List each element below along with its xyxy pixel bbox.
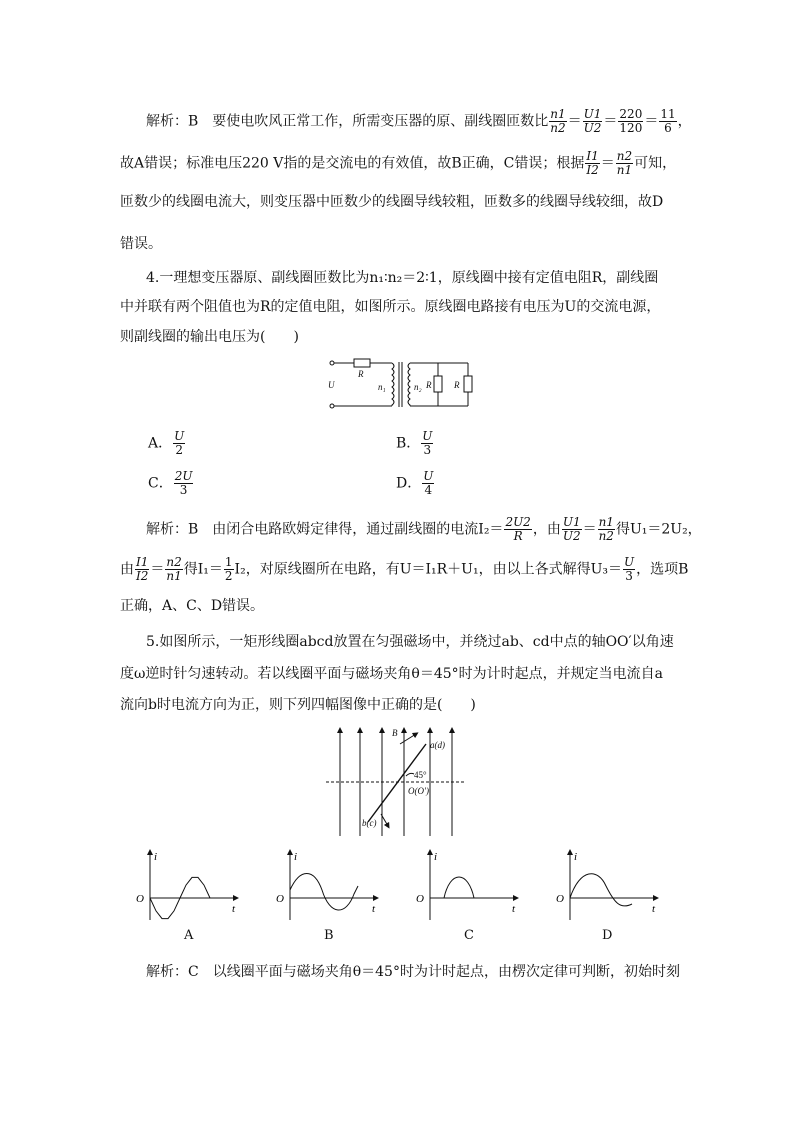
q4-line3: 则副线圈的输出电压为( ): [120, 329, 299, 345]
analysis3-line2: 故A错误；标准电压220 V指的是交流电的有效值，故B正确，C错误；根据 $\frac{I1}{I2}$ ＝ $\frac{n2}{n1}$ 可知，: [120, 149, 677, 177]
fraction: $\frac{n1}{n2}$: [550, 107, 566, 135]
q4-line2: 中并联有两个阻值也为R的定值电阻，如图所示。原线圈电路接有电压为U的交流电源，: [120, 299, 661, 315]
svg-text:t: t: [652, 903, 656, 915]
option-a[interactable]: A． $\frac{U}{2}$: [148, 429, 185, 457]
svg-text:O: O: [416, 893, 424, 905]
graph-c: [416, 850, 520, 922]
analysis4-line2: 由 $\frac{I1}{I2}$ ＝ $\frac{n2}{n1}$ 得I₁＝ $\frac{1}{2}$ I₂，对原线圈所在电路，有U＝I₁R＋U₁，由以上各式解得U₃＝ $\frac{U}{3}$ ，选项B: [120, 555, 689, 583]
point-a-label: a(d): [430, 740, 445, 750]
option-d[interactable]: D． $\frac{U}{4}$: [396, 469, 434, 497]
svg-text:i: i: [154, 851, 158, 863]
n2-label: n₂: [414, 382, 422, 392]
analysis5-line1: 解析：C 以线圈平面与磁场夹角θ＝45°时为计时起点，由楞次定律可判断，初始时刻: [146, 964, 680, 980]
graph-d: [556, 850, 660, 922]
svg-text:i: i: [294, 851, 298, 863]
axis-o-label: O(O′): [408, 786, 429, 796]
graph-b-label: B: [324, 928, 334, 943]
graph-c-label: C: [464, 928, 474, 943]
svg-text:t: t: [372, 903, 376, 915]
field-b-label: B: [392, 728, 398, 738]
graph-a: [136, 850, 240, 922]
resistor-label: R: [358, 369, 364, 379]
option-c[interactable]: C． $\frac{2U}{3}$: [148, 469, 193, 497]
analysis3-line3: 匝数少的线圈电流大，则变压器中匝数少的线圈导线较粗，匝数多的线圈导线较细，故D: [120, 194, 664, 210]
q5-line3: 流向b时电流方向为正，则下列四幅图像中正确的是( ): [120, 697, 476, 713]
q4-line1: 4.一理想变压器原、副线圈匝数比为n₁∶n₂＝2∶1，原线圈中接有定值电阻R，副线圈: [146, 270, 659, 286]
analysis4-line3: 正确，A、C、D错误。: [120, 598, 265, 614]
svg-text:t: t: [232, 903, 236, 915]
graph-a-label: A: [184, 928, 194, 943]
fraction: $\frac{U1}{U2}$: [583, 107, 602, 135]
graph-d-label: D: [602, 928, 613, 943]
fraction: $\frac{I1}{I2}$: [586, 149, 599, 177]
transformer-circuit-diagram: [328, 356, 488, 416]
point-b-label: b(c): [362, 818, 377, 828]
n1-label: n₁: [378, 382, 386, 392]
svg-text:O: O: [276, 893, 284, 905]
fraction: $\frac{11}{6}$: [660, 107, 676, 135]
svg-text:O: O: [556, 893, 564, 905]
analysis4-line1: 解析：B 由闭合电路欧姆定律得，通过副线圈的电流I₂＝ $\frac{2U2}{R}$ ，由 $\frac{U1}{U2}$ ＝ $\frac{n1}{n2}$ 得U₁＝2U₂，: [146, 515, 702, 543]
analysis3-line4: 错误。: [120, 236, 162, 252]
fraction: $\frac{n2}{n1}$: [616, 149, 633, 177]
svg-text:t: t: [512, 903, 516, 915]
q5-line2: 度ω逆时针匀速转动。若以线圈平面与磁场夹角θ＝45°时为计时起点，并规定当电流自a: [120, 666, 664, 682]
q5-line1: 5.如图所示，一矩形线圈abcd放置在匀强磁场中，并绕过ab、cd中点的轴OO′以角速: [146, 634, 674, 650]
magnetic-field-diagram: [326, 726, 466, 838]
svg-text:O: O: [136, 893, 144, 905]
analysis3-line1: 解析：B 要使电吹风正常工作，所需变压器的原、副线圈匝数比 $\frac{n1}{n2}$ ＝ $\frac{U1}{U2}$ ＝ $\frac{220}{120}$ ＝ $\frac{11}{6}$ ，: [146, 107, 692, 135]
voltage-label: U: [328, 380, 335, 390]
fraction: $\frac{220}{120}$: [619, 107, 643, 135]
angle-label: 45°: [414, 770, 427, 780]
svg-text:i: i: [434, 851, 438, 863]
resistor-label: R: [454, 380, 460, 390]
resistor-label: R: [426, 380, 432, 390]
svg-text:i: i: [574, 851, 578, 863]
graph-b: [276, 850, 380, 922]
option-b[interactable]: B． $\frac{U}{3}$: [396, 429, 433, 457]
